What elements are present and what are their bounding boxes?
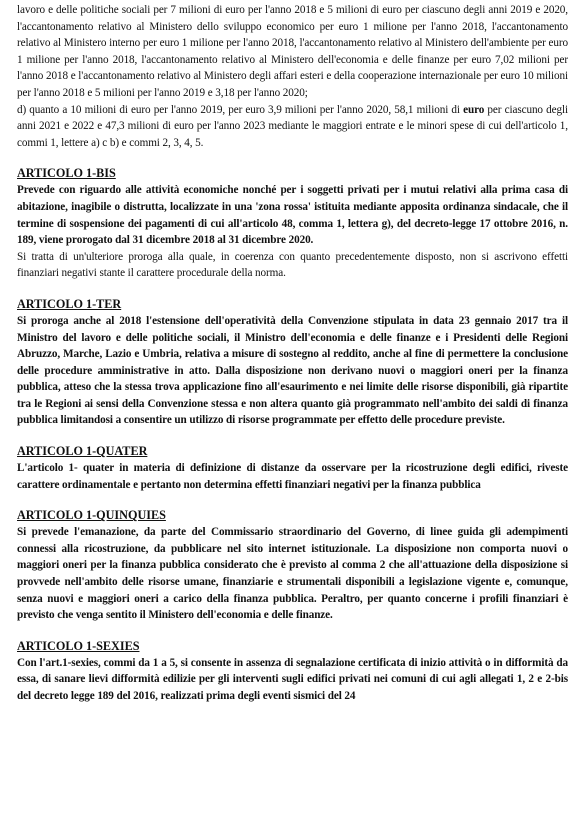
section-paragraph: Si tratta di un'ulteriore proroga alla quale, in coerenza con quanto precedentemente disposto, non si ascrivono effetti finanziari negativi stante il carattere procedurale della norma. — [17, 250, 568, 280]
section-heading: ARTICOLO 1-QUINQUIES — [17, 508, 166, 523]
section-paragraph: Si proroga anche al 2018 l'estensione dell'operatività della Convenzione stipulata in data 23 gennaio 2017 tra il Ministro del lavoro e delle politiche sociali, il Ministro dell'economia e delle finanze e i Presidenti delle Regioni Abruzzo, Marche, Lazio e Umbria, relativa a misure di sostegno al reddito, anche al fine di permettere la conclusione delle procedure amministrative in atto. Dalla disposizione non derivano nuovi o maggiori oneri per la finanza pubblica, atteso che la stessa trova applicazione fino all'esaurimento e nei limite delle risorse disponibili, già ripartite tra le Regioni ai sensi della Convenzione stessa e non altera quanto già programmato nell'ambito dei saldi di finanza pubblica limitandosi a consentire un utilizzo di risorse programmate per effetto delle procedure previste. — [17, 314, 568, 427]
section-paragraph: Si prevede l'emanazione, da parte del Commissario straordinario del Governo, di linee guida gli adempimenti connessi alla ricostruzione, da pubblicare nel sito internet istituzionale. La disposizione non comporta nuovi o maggiori oneri per la finanza pubblica considerato che è previsto al comma 2 che all'attuazione della disposizione si provvede nell'ambito delle risorse umane, finanziarie e strumentali disponibili a legislazione vigente e, comunque, senza nuovi e maggiori oneri a carico della finanza pubblica. Peraltro, per quanto concerne i profili finanziari è previsto che venga sentito il Ministero dell'economia e delle finanze. — [17, 526, 568, 622]
intro-paragraph-2-part-a: d) quanto a 10 milioni di euro per l'anno 2019, per euro 3,9 milioni per l'anno 2020, 58,1 milioni di — [17, 103, 464, 116]
section-articolo-1-ter — [17, 296, 568, 429]
intro-paragraph-1: lavoro e delle politiche sociali per 7 milioni di euro per l'anno 2018 e 5 milioni di euro per ciascuno degli anni 2019 e 2020, l'accantonamento relativo al Ministero dello sviluppo economico per euro 1 milione per l'anno 2018, l'accantonamento relativo al Ministero interno per euro 1 milione per l'anno 2018, l'accantonamento relativo al Ministero dell'ambiente per euro 1 milione per l'anno 2018, l'accantonamento relativo al Ministero dell'economia e delle finanze per euro 7,02 milioni per l'anno 2018 e l'accantonamento relativo al Ministero degli affari esteri e della cooperazione internazionale per euro 10 milioni per l'anno 2018 e 5 milioni per l'anno 2019 e 3,18 per l'anno 2020; — [17, 4, 568, 99]
section-articolo-1-quater — [17, 443, 568, 493]
section-heading: ARTICOLO 1-BIS — [17, 166, 116, 181]
section-paragraph: Prevede con riguardo alle attività economiche nonché per i soggetti privati per i mutui relativi alla prima casa di abitazione, inagibile o distrutta, localizzate in una 'zona rossa' istituita mediante apposita ordinanza sindacale, che il termine di sospensione dei pagamenti di cui all'articolo 48, comma 1, lettera g), del decreto-legge 17 ottobre 2016, n. 189, viene prorogato dal 31 dicembre 2018 al 31 dicembre 2020. — [17, 184, 568, 247]
document-page — [17, 0, 568, 705]
section-heading: ARTICOLO 1-QUATER — [17, 444, 148, 459]
intro-paragraph-2-bold-euro: euro — [463, 103, 485, 116]
section-heading: ARTICOLO 1-SEXIES — [17, 638, 140, 653]
section-articolo-1-bis — [17, 165, 568, 282]
intro-paragraph-2 — [17, 102, 568, 152]
section-paragraph: Con l'art.1-sexies, commi da 1 a 5, si consente in assenza di segnalazione certificata di inizio attività o in difformità da essa, di sanare lievi difformità edilizie per gli interventi sugli edifici privati nei comuni di cui agli allegati 1, 2 e 2-bis del decreto legge 189 del 2016, realizzati prima degli eventi sismici del 24 — [17, 656, 568, 702]
section-heading: ARTICOLO 1-TER — [17, 296, 122, 311]
intro-paragraph-2-part-c: per ciascuno degli anni 2021 e 2022 e 47,3 milioni di euro per l'anno 2023 mediante le maggiori entrate e le minori spese di cui dell'articolo 1, commi 1, lettere a) c b) e commi 2, 3, 4, 5. — [17, 103, 568, 149]
section-articolo-1-quinquies — [17, 507, 568, 624]
section-articolo-1-sexies — [17, 638, 568, 705]
section-paragraph: L'articolo 1- quater in materia di definizione di distanze da osservare per la ricostruzione degli edifici, riveste carattere ordinamentale e pertanto non determina effetti finanziari negativi per la finanza pubblica — [17, 462, 568, 491]
